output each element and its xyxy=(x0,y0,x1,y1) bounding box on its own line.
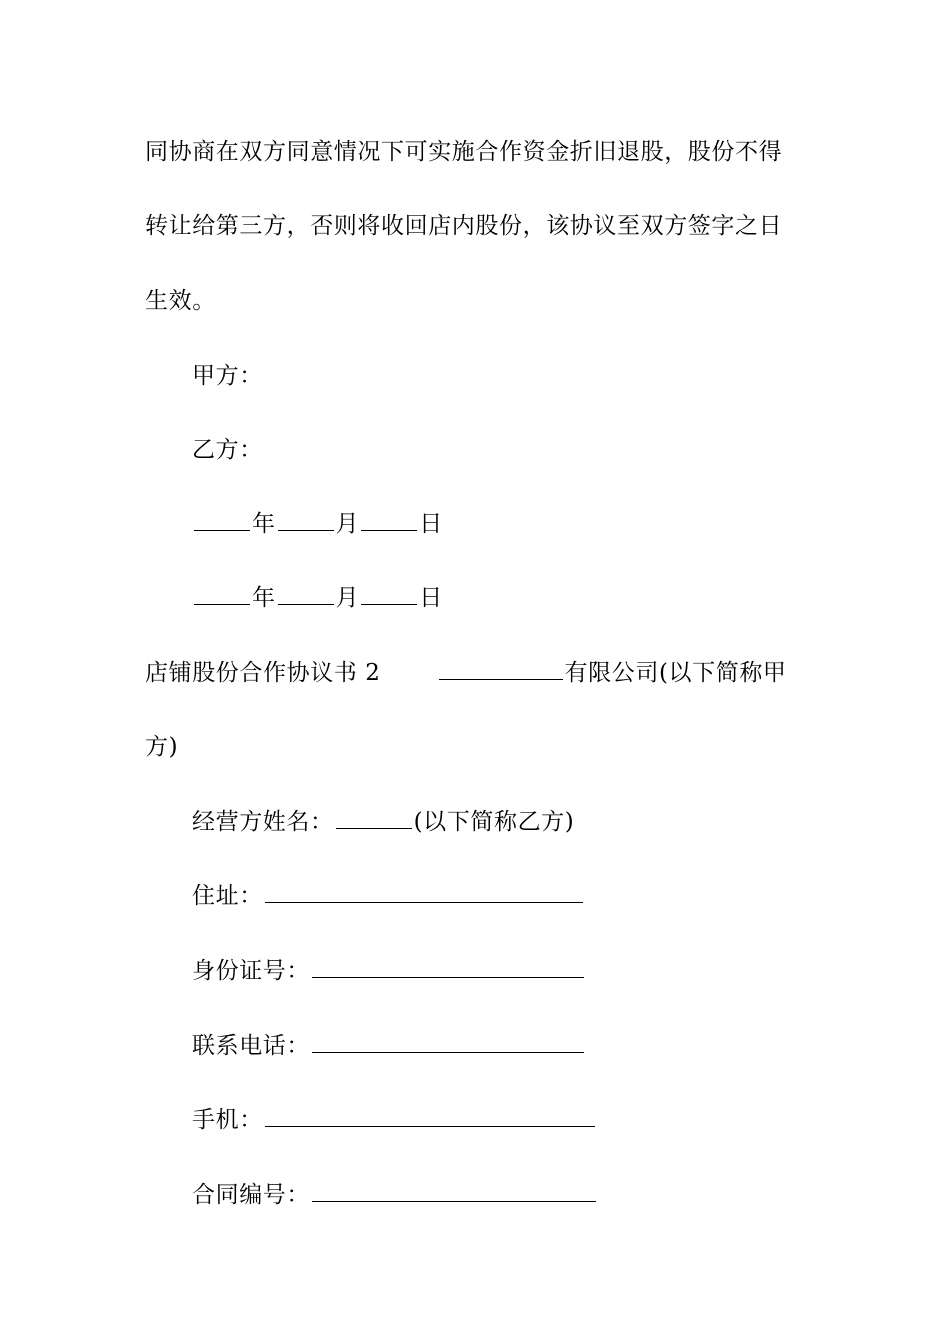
address-label: 住址： xyxy=(192,883,263,909)
id-number-blank xyxy=(312,955,584,978)
paragraph-line-3: 生效。 xyxy=(145,288,216,314)
day-label: 日 xyxy=(419,585,443,611)
company-suffix-continuation: 方) xyxy=(145,734,179,760)
month-blank xyxy=(278,508,334,531)
agreement-2-title-line xyxy=(145,657,787,689)
operator-name-suffix: (以下简称乙方) xyxy=(413,809,575,835)
day-label: 日 xyxy=(419,511,443,537)
month-label: 月 xyxy=(335,585,360,611)
id-number-label: 身份证号： xyxy=(192,958,310,984)
date-line-1 xyxy=(192,508,443,540)
year-label: 年 xyxy=(252,585,276,611)
party-b-signature: 乙方： xyxy=(192,437,263,463)
company-suffix: 有限公司(以下简称甲 xyxy=(564,660,787,686)
year-blank xyxy=(194,508,250,531)
day-blank xyxy=(361,582,417,605)
id-number-field xyxy=(192,955,586,987)
operator-name-field xyxy=(192,806,574,838)
mobile-blank xyxy=(265,1104,595,1127)
operator-name-label: 经营方姓名： xyxy=(192,809,334,835)
phone-field xyxy=(192,1030,586,1062)
mobile-label: 手机： xyxy=(192,1107,263,1133)
year-label: 年 xyxy=(252,511,276,537)
mobile-field xyxy=(192,1104,597,1136)
year-blank xyxy=(194,582,250,605)
company-name-blank xyxy=(439,657,563,680)
address-blank xyxy=(265,880,583,903)
address-field xyxy=(192,880,585,912)
contract-number-label: 合同编号： xyxy=(192,1182,310,1208)
phone-label: 联系电话： xyxy=(192,1033,310,1059)
phone-blank xyxy=(312,1030,584,1053)
paragraph-line-1: 同协商在双方同意情况下可实施合作资金折旧退股，股份不得 xyxy=(145,139,783,165)
date-line-2 xyxy=(192,582,443,614)
operator-name-blank xyxy=(336,806,412,829)
month-blank xyxy=(278,582,334,605)
party-a-signature: 甲方： xyxy=(192,363,263,389)
contract-number-field xyxy=(192,1179,598,1211)
day-blank xyxy=(361,508,417,531)
contract-number-blank xyxy=(312,1179,596,1202)
month-label: 月 xyxy=(335,511,360,537)
paragraph-line-2: 转让给第三方，否则将收回店内股份，该协议至双方签字之日 xyxy=(145,213,783,239)
agreement-2-title: 店铺股份合作协议书 2 xyxy=(145,660,381,686)
